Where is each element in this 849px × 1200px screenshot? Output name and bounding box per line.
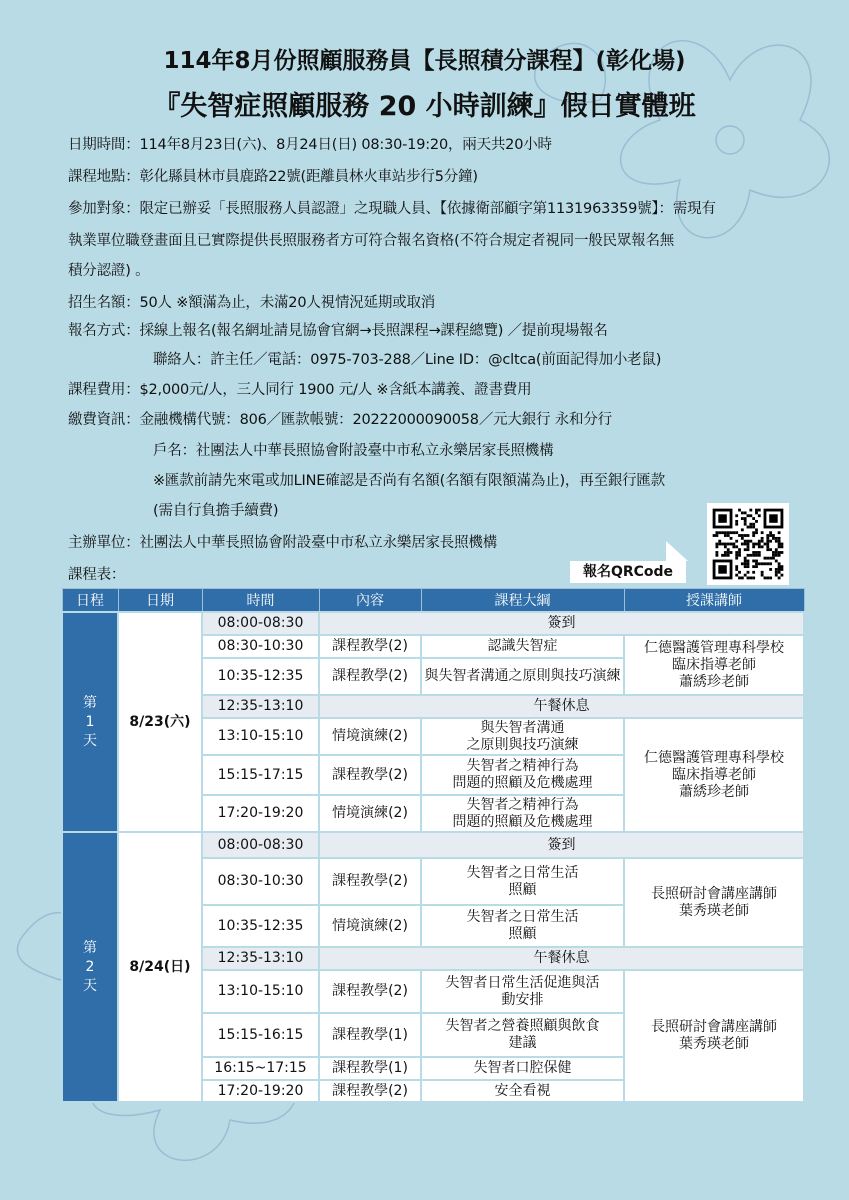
instructor-cell: 長照研討會講座講師 葉秀瑛老師 — [624, 970, 804, 1102]
time-cell: 13:10-15:10 — [202, 970, 319, 1013]
time-cell: 15:15-16:15 — [202, 1013, 319, 1057]
time-cell: 10:35-12:35 — [202, 905, 319, 947]
outline-cell: 失智者之日常生活 照顧 — [421, 858, 624, 905]
content-cell: 課程教學(1) — [319, 1013, 421, 1057]
time-cell: 08:30-10:30 — [202, 858, 319, 905]
outline-cell: 失智者之營養照顧與飲食 建議 — [421, 1013, 624, 1057]
content-cell: 情境演練(2) — [319, 718, 421, 755]
schedule-label: 課程表： — [68, 567, 126, 583]
content-cell: 情境演練(2) — [319, 905, 421, 947]
content-cell: 課程教學(2) — [319, 635, 421, 658]
table-header-row — [62, 589, 804, 613]
instructor-cell: 仁德醫護管理專科學校 臨床指導老師 蕭綉珍老師 — [624, 635, 804, 695]
day-label: 第 2 天 — [62, 832, 118, 1102]
info-organizer: 主辦單位：社團法人中華長照協會附設臺中市私立永樂居家長照機構 — [68, 535, 497, 551]
info-fee: 課程費用：$2,000元/人，三人同行 1900 元/人 ※含紙本講義、證書費用 — [68, 382, 532, 398]
time-cell: 13:10-15:10 — [202, 718, 319, 755]
info-payment-note: ※匯款前請先來電或加LINE確認是否尚有名額(名額有限額滿為止)，再至銀行匯款 — [153, 473, 666, 489]
header-cell: 授課講師 — [624, 589, 804, 613]
outline-cell: 失智者之精神行為 問題的照顧及危機處理 — [421, 755, 624, 795]
time-cell: 08:00-08:30 — [202, 612, 319, 635]
time-cell: 12:35-13:10 — [202, 695, 319, 718]
outline-cell: 與失智者溝通之原則與技巧演練 — [421, 658, 624, 695]
registration-qr-code[interactable] — [707, 503, 789, 585]
time-cell: 08:00-08:30 — [202, 832, 319, 858]
outline-cell: 失智者之精神行為 問題的照顧及危機處理 — [421, 795, 624, 832]
instructor-cell: 長照研討會講座講師 葉秀瑛老師 — [624, 858, 804, 947]
header-cell: 內容 — [319, 589, 421, 613]
break-cell: 午餐休息 — [319, 695, 804, 718]
info-payment: 繳費資訊：金融機構代號：806／匯款帳號：20222000090058／元大銀行 永和分行 — [68, 412, 612, 428]
header-cell: 日程 — [62, 589, 118, 613]
info-quota: 招生名額：50人 ※額滿為止，未滿20人視情況延期或取消 — [68, 295, 436, 311]
qr-label: 報名QRCode — [570, 561, 686, 583]
content-cell: 課程教學(2) — [319, 1080, 421, 1102]
outline-cell: 失智者口腔保健 — [421, 1057, 624, 1080]
content-cell: 課程教學(2) — [319, 970, 421, 1013]
time-cell: 15:15-17:15 — [202, 755, 319, 795]
title-line-1: 114年8月份照顧服務員【長照積分課程】(彰化場) — [163, 48, 686, 74]
outline-cell: 認識失智症 — [421, 635, 624, 658]
break-cell: 簽到 — [319, 612, 804, 635]
outline-cell: 失智者之日常生活 照顧 — [421, 905, 624, 947]
instructor-cell: 仁德醫護管理專科學校 臨床指導老師 蕭綉珍老師 — [624, 718, 804, 832]
time-cell: 12:35-13:10 — [202, 947, 319, 970]
table-row — [62, 832, 804, 858]
info-target: 積分認證) 。 — [68, 263, 150, 279]
info-fee-note: (需自行負擔手續費) — [153, 503, 279, 519]
time-cell: 16:15~17:15 — [202, 1057, 319, 1080]
break-cell: 簽到 — [319, 832, 804, 858]
info-date: 日期時間：114年8月23日(六)、8月24日(日) 08:30-19:20，兩天共20小時 — [68, 137, 552, 153]
content-cell: 課程教學(1) — [319, 1057, 421, 1080]
content-cell: 課程教學(2) — [319, 658, 421, 695]
content-cell: 課程教學(2) — [319, 858, 421, 905]
content-cell: 課程教學(2) — [319, 755, 421, 795]
outline-cell: 與失智者溝通 之原則與技巧演練 — [421, 718, 624, 755]
time-cell: 17:20-19:20 — [202, 795, 319, 832]
time-cell: 08:30-10:30 — [202, 635, 319, 658]
title-line-2: 『失智症照顧服務 20 小時訓練』假日實體班 — [153, 91, 696, 122]
schedule-table — [61, 588, 805, 1103]
table-row — [62, 612, 804, 635]
outline-cell: 安全看視 — [421, 1080, 624, 1102]
time-cell: 10:35-12:35 — [202, 658, 319, 695]
info-target: 執業單位職登畫面且已實際提供長照服務者方可符合報名資格(不符合規定者視同一般民眾報名無 — [68, 233, 675, 249]
info-target: 參加對象：限定已辦妥「長照服務人員認證」之現職人員、【依據衛部顧字第1131963359號】：需現有 — [68, 201, 716, 217]
info-registration: 報名方式：採線上報名(報名網址請見協會官網→長照課程→課程總覽) ／提前現場報名 — [68, 323, 608, 339]
day-label: 第 1 天 — [62, 612, 118, 832]
date-cell: 8/23(六) — [118, 612, 202, 832]
outline-cell: 失智者日常生活促進與活 動安排 — [421, 970, 624, 1013]
info-contact: 聯絡人：許主任／電話：0975-703-288／Line ID：@cltca(前面記得加小老鼠) — [153, 352, 662, 368]
info-location: 課程地點：彰化縣員林市員鹿路22號(距離員林火車站步行5分鐘) — [68, 169, 478, 185]
time-cell: 17:20-19:20 — [202, 1080, 319, 1102]
header-cell: 時間 — [202, 589, 319, 613]
date-cell: 8/24(日) — [118, 832, 202, 1102]
info-account-name: 戶名：社團法人中華長照協會附設臺中市私立永樂居家長照機構 — [153, 443, 554, 459]
header-cell: 課程大綱 — [421, 589, 624, 613]
break-cell: 午餐休息 — [319, 947, 804, 970]
content-cell: 情境演練(2) — [319, 795, 421, 832]
header-cell: 日期 — [118, 589, 202, 613]
